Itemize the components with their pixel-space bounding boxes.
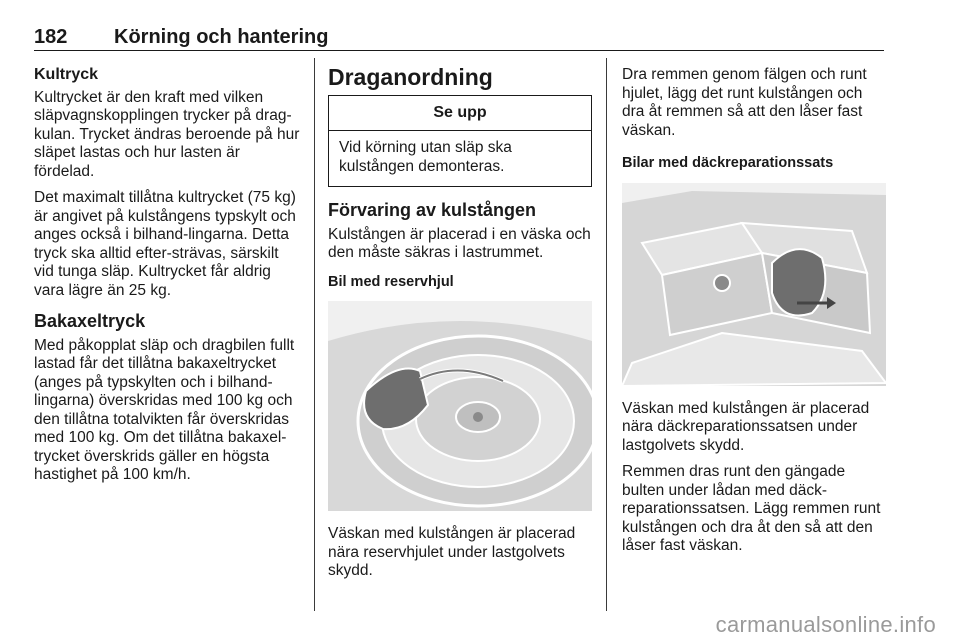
kultryck-heading: Kultryck [34, 66, 99, 83]
kultryck-paragraph-1: Kultrycket är den kraft med vilken släpvagnskopplingen trycker på drag-kulan. Trycket ändras beroende på hur släpet lastas och hur lasten är fördelad. [34, 88, 300, 180]
caution-text: Vid körning utan släp ska kulstången demonteras. [339, 139, 512, 175]
section-title: Draganordning [328, 64, 493, 90]
column-2 [328, 66, 592, 589]
bakaxeltryck-heading: Bakaxeltryck [34, 311, 146, 331]
spare-wheel-caption: Väskan med kulstången är placerad nära reservhjulet under lastgolvets skydd. [328, 525, 576, 579]
column-3 [622, 66, 886, 564]
caution-heading: Se upp [329, 96, 591, 132]
spare-wheel-heading: Bil med reservhjul [328, 273, 454, 290]
column-1 [34, 66, 300, 493]
page-number: 182 [34, 26, 68, 48]
caution-box [328, 95, 592, 188]
repair-kit-caption: Väskan med kulstången är placerad nära däckreparationssatsen under lastgolvets skydd. [622, 399, 870, 454]
column-divider-1 [314, 58, 315, 611]
storage-heading: Förvaring av kulstången [328, 200, 537, 220]
chapter-title: Körning och hantering [114, 26, 329, 48]
repair-kit-illustration [622, 183, 886, 386]
column-divider-2 [606, 58, 607, 611]
kultryck-paragraph-2: Det maximalt tillåtna kultrycket (75 kg) är angivet på kulstångens typskylt och anges också i bilhand-lingarna. Detta tryck ska alltid efter-strävas, särskilt vid tunga släp. Kultrycket får aldrig vara lägre än 25 kg. [34, 189, 296, 299]
strap-paragraph: Dra remmen genom fälgen och runt hjulet, lägg det runt kulstången och dra åt remmen så att den låser fast väskan. [622, 66, 867, 139]
page-header [34, 26, 884, 51]
spare-wheel-illustration [328, 301, 592, 511]
repair-kit-heading: Bilar med däckreparationssats [622, 155, 834, 171]
bakaxeltryck-paragraph: Med påkopplat släp och dragbilen fullt lastad får det tillåtna bakaxeltrycket (anges på typskylten och i bilhand-lingarna) överskridas med 100 kg och den tillåtna totalvikten får överskridas med 100 kg. Om det tillåtna bakaxel-trycket överskrids gäller en högsta hastighet på 100 km/h. [34, 336, 295, 483]
watermark: carmanualsonline.info [715, 612, 936, 637]
repair-kit-paragraph: Remmen dras runt den gängade bulten under lådan med däck-reparationssatsen. Lägg remmen runt kulstången och dra åt den så att den låser fast väskan. [622, 463, 881, 554]
storage-paragraph: Kulstången är placerad i en väska och den måste säkras i lastrummet. [328, 225, 591, 261]
